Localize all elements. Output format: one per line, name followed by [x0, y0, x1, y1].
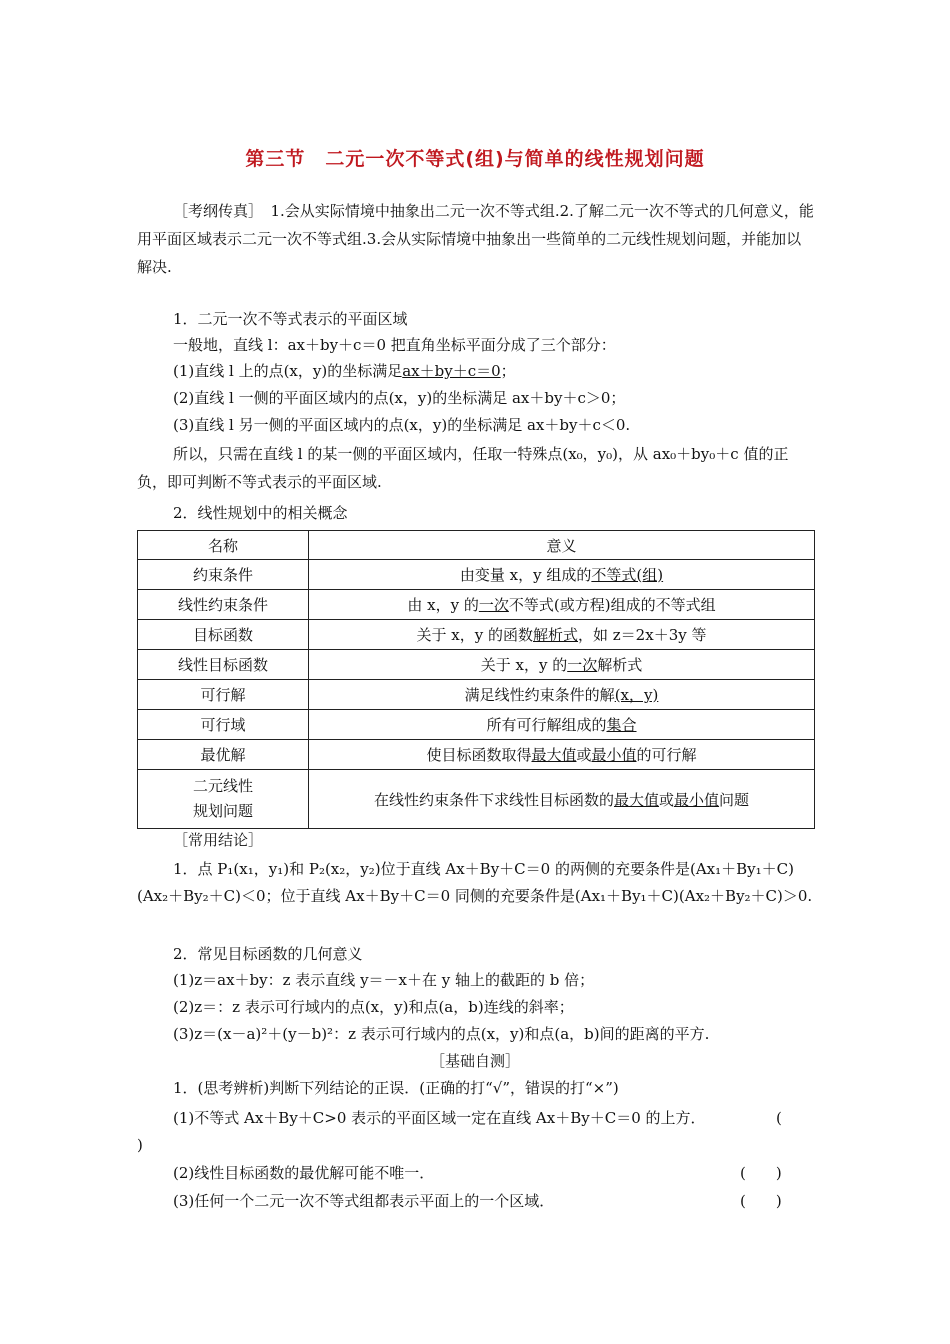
answer-blank-3: ( ): [740, 1192, 782, 1210]
name-line2: 规划问题: [192, 802, 253, 820]
table-row: [138, 770, 815, 829]
table-row: [138, 710, 815, 740]
section1-line2-answer: ax＋by＋c＝0: [402, 362, 501, 380]
table-cell-name: [138, 770, 309, 829]
section1-line4: (3)直线 l 另一侧的平面区域内的点(x，y)的坐标满足 ax＋by＋c＜0.: [173, 416, 631, 434]
table-cell-meaning: [309, 680, 815, 710]
selftest-item-1: (1)不等式 Ax＋By＋C>0 表示的平面区域一定在直线 Ax＋By＋C＝0 的上方．: [173, 1109, 706, 1127]
table-cell-name: 可行域: [138, 710, 309, 740]
answer-blank-2: ( ): [740, 1164, 782, 1182]
selftest-heading: ［基础自测］: [429, 1052, 520, 1070]
section1-heading: 1．二元一次不等式表示的平面区域: [173, 310, 408, 328]
section1-line2: [173, 358, 516, 384]
meaning-answer: (x，y): [614, 686, 659, 704]
table-cell-meaning: [309, 560, 815, 590]
conclusion-2-heading: 2．常见目标函数的几何意义: [173, 945, 363, 963]
meaning-answer: 不等式(组): [591, 566, 664, 584]
meaning-answer: 解析式: [533, 626, 579, 644]
meaning-answer: 最小值: [591, 746, 637, 764]
selftest-item-2: (2)线性目标函数的最优解可能不唯一．: [173, 1164, 435, 1182]
intro-paragraph: ［考纲传真］ 1.会从实际情境中抽象出二元一次不等式组.2.了解二元一次不等式的几何意义，能用平面区域表示二元一次不等式组.3.会从实际情境中抽象出一些简单的二元线性规划问题，并能加以解决.: [137, 202, 814, 276]
table-header-name: 名称: [138, 531, 309, 560]
answer-blank-1-open: (: [776, 1109, 782, 1127]
name-line1: 二元线性: [192, 777, 253, 795]
table-row: [138, 590, 815, 620]
table-cell-name: 可行解: [138, 680, 309, 710]
table-header-row: [138, 531, 815, 560]
meaning-text: 问题: [719, 790, 750, 809]
section1-line2-pre: (1)直线 l 上的点(x，y)的坐标满足: [173, 362, 403, 380]
conclusion-2a: (1)z＝ax＋by：z 表示直线 y＝－x＋在 y 轴上的截距的 b 倍；: [173, 971, 595, 989]
meaning-answer: 最小值: [674, 790, 720, 809]
table-cell-meaning: [309, 590, 815, 620]
conclusion-2b: (2)z＝：z 表示可行域内的点(x，y)和点(a，b)连线的斜率；: [173, 998, 574, 1016]
table-cell-name: 线性约束条件: [138, 590, 309, 620]
meaning-text: 或: [658, 790, 674, 809]
meaning-text: 或: [576, 746, 592, 764]
table-cell-meaning: [309, 740, 815, 770]
page-title: 第三节 二元一次不等式(组)与简单的线性规划问题: [245, 148, 705, 170]
meaning-text: 由变量 x，y 组成的: [459, 566, 592, 584]
table-cell-meaning: [309, 710, 815, 740]
table-cell-meaning: [309, 650, 815, 680]
meaning-text: 的可行解: [636, 746, 697, 764]
meaning-answer: 一次: [478, 596, 509, 614]
table-cell-name: 线性目标函数: [138, 650, 309, 680]
meaning-answer: 集合: [606, 716, 637, 734]
selftest-question: 1．(思考辨析)判断下列结论的正误．(正确的打“√”，错误的打“×”): [173, 1079, 619, 1097]
meaning-text: 不等式(或方程)组成的不等式组: [508, 596, 716, 614]
concepts-table: [137, 530, 815, 829]
table-row: [138, 650, 815, 680]
conclusion-2c: (3)z＝(x－a)²＋(y－b)²：z 表示可行域内的点(x，y)和点(a，b)间的距离的平方.: [173, 1025, 710, 1043]
meaning-text: ，如 z＝2x＋3y 等: [578, 626, 707, 644]
meaning-text: 使目标函数取得: [426, 746, 532, 764]
section1-line3: (2)直线 l 一侧的平面区域内的点(x，y)的坐标满足 ax＋by＋c＞0；: [173, 389, 626, 407]
meaning-answer: 最大值: [531, 746, 577, 764]
section1-line5: 所以，只需在直线 l 的某一侧的平面区域内，任取一特殊点(x₀，y₀)，从 ax₀＋by₀＋c 值的正负，即可判断不等式表示的平面区域.: [137, 445, 789, 491]
table-cell-meaning: [309, 620, 815, 650]
conclusion-1: 1．点 P₁(x₁，y₁)和 P₂(x₂，y₂)位于直线 Ax＋By＋C＝0 的两侧的充要条件是(Ax₁＋By₁＋C)(Ax₂＋By₂＋C)＜0；位于直线 Ax＋By＋C＝0 同侧的充要条件是(Ax₁＋By₁＋C)(Ax₂＋By₂＋C)＞0.: [137, 860, 813, 905]
table-cell-name: 目标函数: [138, 620, 309, 650]
meaning-text: 关于 x，y 的函数: [416, 626, 533, 644]
table-header-meaning: 意义: [309, 531, 815, 560]
meaning-answer: 最大值: [613, 790, 659, 809]
meaning-text: 关于 x，y 的: [480, 656, 568, 674]
meaning-answer: 一次: [567, 656, 598, 674]
meaning-text: 满足线性约束条件的解: [464, 686, 615, 704]
selftest-item-3: (3)任何一个二元一次不等式组都表示平面上的一个区域．: [173, 1192, 555, 1210]
meaning-text: 解析式: [597, 656, 643, 674]
section1-line2-post: ；: [500, 362, 516, 380]
meaning-text: 所有可行解组成的: [486, 716, 607, 734]
table-row: [138, 620, 815, 650]
meaning-text: 在线性约束条件下求线性目标函数的: [373, 790, 614, 809]
conclusions-heading: ［常用结论］: [173, 831, 264, 849]
table-cell-name: 约束条件: [138, 560, 309, 590]
table-row: [138, 680, 815, 710]
section1-line1: 一般地，直线 l：ax＋by＋c＝0 把直角坐标平面分成了三个部分：: [173, 336, 616, 354]
table-cell-meaning: [309, 770, 815, 829]
section2-heading: 2．线性规划中的相关概念: [173, 504, 348, 522]
table-row: [138, 740, 815, 770]
meaning-text: 由 x，y 的: [407, 596, 479, 614]
table-row: [138, 560, 815, 590]
table-cell-name: 最优解: [138, 740, 309, 770]
answer-blank-1-close: ): [137, 1136, 143, 1154]
